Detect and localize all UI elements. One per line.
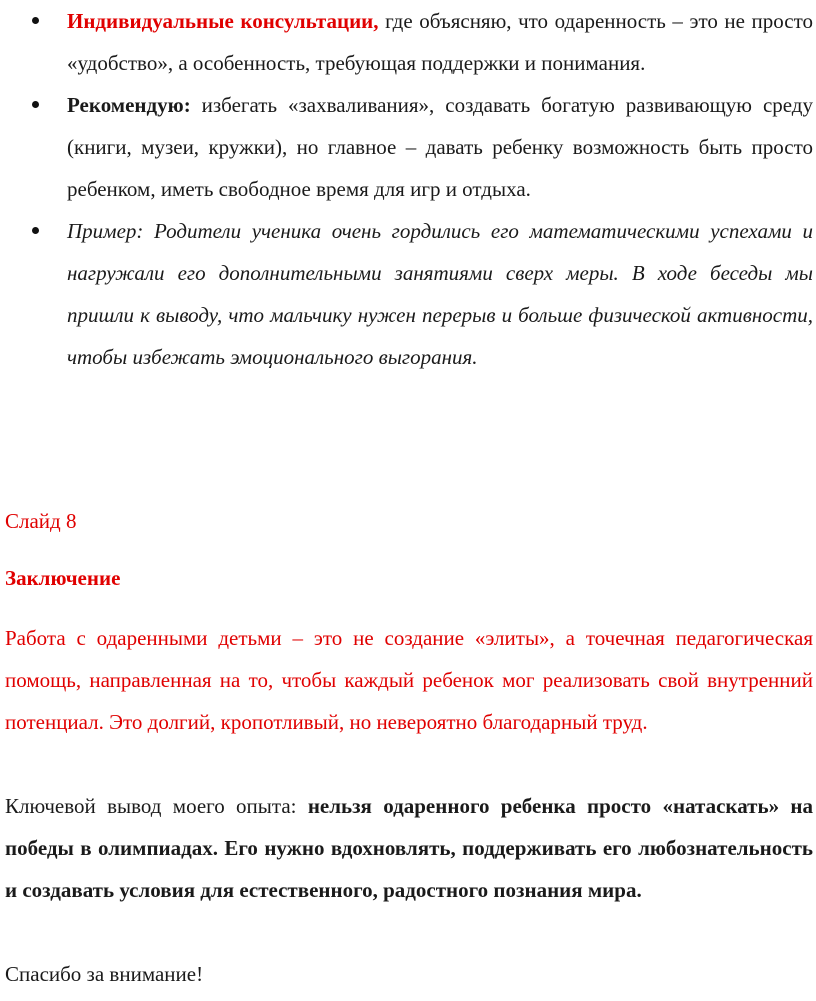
key-conclusion-paragraph bbox=[5, 785, 813, 911]
bullet-list bbox=[5, 0, 813, 378]
conclusion-paragraph: Работа с одаренными детьми – это не создание «элиты», а точечная педагогическая помощь, направленная на то, чтобы каждый ребенок мог реализовать свой внутренний потенциал. Это долгий, кропотливый, но невероятно благодарный труд. bbox=[5, 626, 813, 734]
bullet-text: Родители ученика очень гордились его математическими успехами и нагружали его дополнительными занятиями сверх меры. В ходе беседы мы пришли к выводу, что мальчику нужен перерыв и больше физической активности, чтобы избежать эмоционального выгорания. bbox=[67, 219, 813, 369]
bullet-item-consultations bbox=[5, 0, 813, 84]
slide-label: Слайд 8 bbox=[5, 509, 77, 533]
keypoint-lead: Ключевой вывод моего опыта: bbox=[5, 794, 297, 818]
section-title: Заключение bbox=[5, 566, 121, 590]
bullet-icon bbox=[32, 227, 39, 234]
keypoint-bold-text: нельзя одаренного ребенка просто «натаскать» на победы в олимпиадах. Его нужно вдохновлять, поддерживать его любознательность и создавать условия для естественного, радостного познания мира. bbox=[5, 794, 814, 902]
bullet-lead: Индивидуальные консультации, bbox=[67, 9, 379, 33]
bullet-icon bbox=[32, 17, 39, 24]
bullet-lead: Пример: bbox=[67, 219, 144, 243]
bullet-item-example bbox=[5, 210, 813, 378]
bullet-text: где объясняю, что одаренность – это не просто «удобство», а особенность, требующая поддержки и понимания. bbox=[67, 9, 814, 75]
document-page bbox=[5, 0, 813, 378]
bullet-icon bbox=[32, 101, 39, 108]
thanks-line: Спасибо за внимание! bbox=[5, 962, 204, 986]
bullet-lead: Рекомендую: bbox=[67, 93, 191, 117]
bullet-text: избегать «захваливания», создавать богатую развивающую среду (книги, музеи, кружки), но главное – давать ребенку возможность быть просто ребенком, иметь свободное время для игр и отдыха. bbox=[67, 93, 813, 201]
bullet-item-recommend bbox=[5, 84, 813, 210]
